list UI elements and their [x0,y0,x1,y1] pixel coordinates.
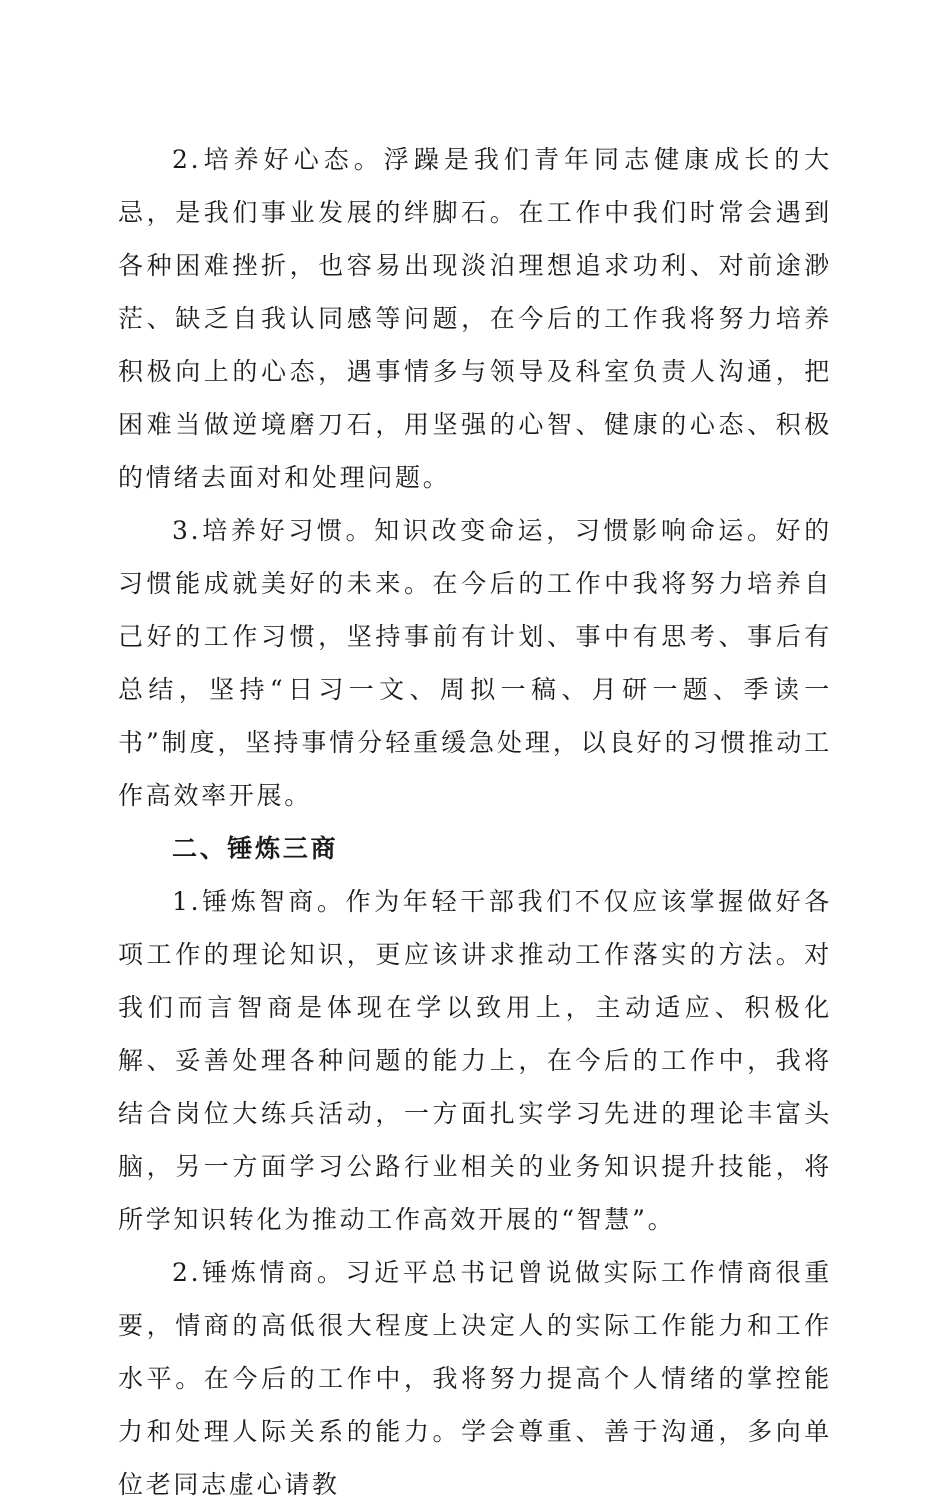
section-heading-three-quotients: 二、锤炼三商 [172,834,339,863]
paragraph-cultivate-habits: 3.培养好习惯。知识改变命运，习惯影响命运。好的习惯能成就美好的未来。在今后的工作中我将努力培养自己好的工作习惯，坚持事前有计划、事中有思考、事后有总结，坚持“日习一文、周拟一稿、月研一题、季读一书”制度，坚持事情分轻重缓急处理，以良好的习惯推动工作高效率开展。 [118,516,832,810]
paragraph-cultivate-mindset: 2.培养好心态。浮躁是我们青年同志健康成长的大忌，是我们事业发展的绊脚石。在工作中我们时常会遇到各种困难挫折，也容易出现淡泊理想追求功利、对前途渺茫、缺乏自我认同感等问题，在今后的工作我将努力培养积极向上的心态，遇事情多与领导及科室负责人沟通，把困难当做逆境磨刀石，用坚强的心智、健康的心态、积极的情绪去面对和处理问题。 [118,145,832,492]
document-body [118,133,832,1511]
paragraph-temper-eq: 2.锤炼情商。习近平总书记曾说做实际工作情商很重要，情商的高低很大程度上决定人的实际工作能力和工作水平。在今后的工作中，我将努力提高个人情绪的掌控能力和处理人际关系的能力。学会尊重、善于沟通，多向单位老同志虚心请教 [118,1258,832,1499]
paragraph-temper-iq: 1.锤炼智商。作为年轻干部我们不仅应该掌握做好各项工作的理论知识，更应该讲求推动工作落实的方法。对我们而言智商是体现在学以致用上，主动适应、积极化解、妥善处理各种问题的能力上，在今后的工作中，我将结合岗位大练兵活动，一方面扎实学习先进的理论丰富头脑，另一方面学习公路行业相关的业务知识提升技能，将所学知识转化为推动工作高效开展的“智慧”。 [118,887,832,1234]
